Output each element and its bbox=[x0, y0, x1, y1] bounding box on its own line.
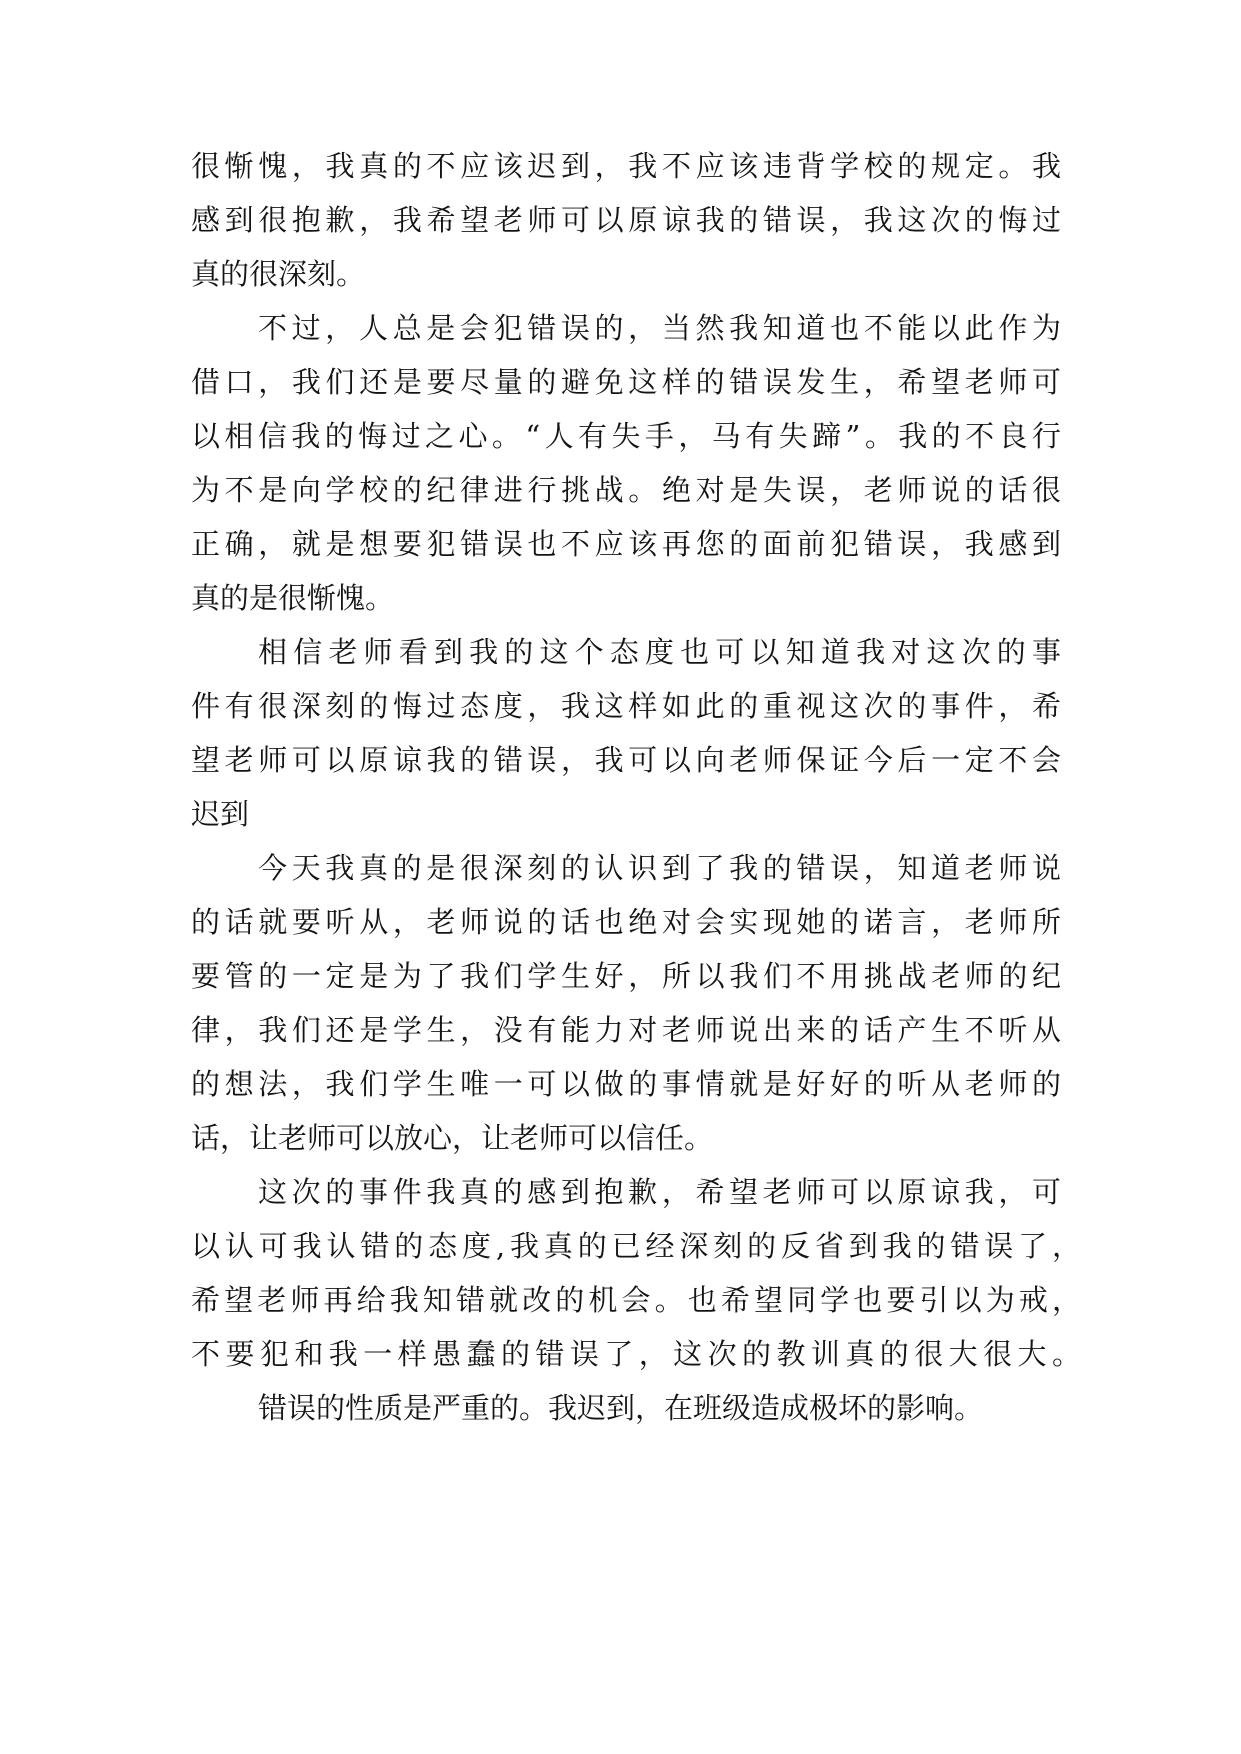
paragraph-first-line: 这次的事件我真的感到抱歉，希望老师可以原谅我，可 bbox=[258, 1175, 1061, 1209]
paragraph-first-line: 今天我真的是很深刻的认识到了我的错误，知道老师说 bbox=[258, 851, 1061, 885]
text-line: 为不是向学校的纪律进行挑战。绝对是失误，老师说的话很 bbox=[191, 473, 1061, 507]
text-line: 真的是很惭愧。 bbox=[191, 581, 395, 615]
paragraph-first-line: 相信老师看到我的这个态度也可以知道我对这次的事 bbox=[258, 635, 1061, 669]
text-line: 以相信我的悔过之心。“人有失手，马有失蹄”。我的不良行 bbox=[191, 419, 1061, 453]
text-line: 正确，就是想要犯错误也不应该再您的面前犯错误，我感到 bbox=[191, 527, 1061, 561]
text-line: 很惭愧，我真的不应该迟到，我不应该违背学校的规定。我 bbox=[191, 149, 1061, 183]
text-line: 希望老师再给我知错就改的机会。也希望同学也要引以为戒， bbox=[191, 1283, 1081, 1317]
text-line: 借口，我们还是要尽量的避免这样的错误发生，希望老师可 bbox=[191, 365, 1061, 399]
text-line: 真的很深刻。 bbox=[191, 257, 366, 291]
text-line: 的想法，我们学生唯一可以做的事情就是好好的听从老师的 bbox=[191, 1067, 1061, 1101]
paragraph-first-line: 不过，人总是会犯错误的，当然我知道也不能以此作为 bbox=[258, 311, 1061, 345]
text-line: 以认可我认错的态度,我真的已经深刻的反省到我的错误了， bbox=[191, 1229, 1081, 1263]
text-line: 的话就要听从，老师说的话也绝对会实现她的诺言，老师所 bbox=[191, 905, 1061, 939]
text-line: 律，我们还是学生，没有能力对老师说出来的话产生不听从 bbox=[191, 1013, 1061, 1047]
text-line: 件有很深刻的悔过态度，我这样如此的重视这次的事件，希 bbox=[191, 689, 1061, 723]
text-line: 迟到 bbox=[191, 797, 250, 831]
paragraph-first-line: 错误的性质是严重的。我迟到，在班级造成极坏的影响。 bbox=[258, 1391, 984, 1425]
text-line: 不要犯和我一样愚蠢的错误了，这次的教训真的很大很大。 bbox=[191, 1337, 1081, 1371]
text-line: 感到很抱歉，我希望老师可以原谅我的错误，我这次的悔过 bbox=[191, 203, 1061, 237]
text-line: 话，让老师可以放心，让老师可以信任。 bbox=[191, 1121, 714, 1155]
text-line: 望老师可以原谅我的错误，我可以向老师保证今后一定不会 bbox=[191, 743, 1061, 777]
text-line: 要管的一定是为了我们学生好，所以我们不用挑战老师的纪 bbox=[191, 959, 1061, 993]
